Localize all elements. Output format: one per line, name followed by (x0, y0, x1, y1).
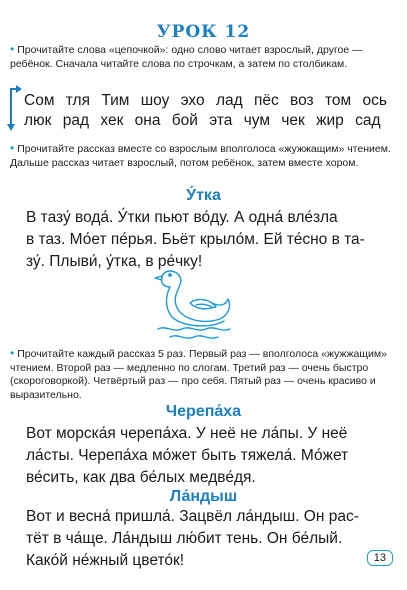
word: чум (243, 112, 271, 129)
story-title-duck: У́тка (186, 187, 221, 204)
story-title-lily: Ла́ндыш (169, 488, 238, 505)
word: том (324, 92, 352, 109)
story-lily (26, 506, 396, 572)
story-line: Како́й не́жный цвето́к! (26, 552, 185, 569)
word: чек (281, 112, 305, 129)
word: эта (209, 112, 233, 129)
story-line: В тазу́ вода́. У́тки пьют во́ду. А одна́ вле́зла (26, 209, 338, 226)
word: шоу (140, 92, 170, 109)
word: Тим (101, 92, 130, 109)
word: тля (65, 92, 90, 109)
word: бой (171, 112, 198, 129)
bullet-icon: • (10, 141, 15, 155)
arrow-right-head (16, 85, 22, 93)
bullet-icon: • (10, 346, 15, 360)
word: ось (362, 92, 387, 109)
story-line: ла́сты. Черепа́ха мо́жет быть тяжела́. Мо́жет (26, 447, 349, 464)
lesson-title: УРОК 12 (156, 22, 251, 42)
instruction-3 (10, 347, 392, 402)
story-line: зу́. Плыви́, у́тка, в ре́чку! (26, 253, 203, 270)
story-line: Вот морска́я черепа́ха. У неё не ла́пы. У неё (26, 425, 348, 442)
story-title-turtle: Черепа́ха (165, 403, 242, 420)
duck-icon (150, 263, 242, 345)
word: сад (355, 112, 381, 129)
word: жир (316, 112, 344, 129)
instruction-1 (10, 43, 392, 71)
instruction-text: Прочитайте рассказ вместе со взрослым вполголоса «жужжащим» чтением. Дальше рассказ читает взрослый, потом ребёнок, затем вместе хором. (10, 143, 391, 169)
instruction-2 (10, 142, 392, 170)
word: эхо (180, 92, 205, 109)
story-line: тёт в ча́ще. Ла́ндыш лю́бит тень. Он бе́лый. (26, 530, 343, 547)
word: рад (62, 112, 90, 129)
word: пёс (253, 92, 279, 109)
word-row-1 (24, 91, 404, 111)
arrow-down-head (7, 124, 15, 131)
arrow-down-icon (10, 88, 12, 126)
instruction-text: Прочитайте каждый рассказ 5 раз. Первый раз — вполголоса «жужжащим» чтением. Второй раз — медленно по слогам. Третий раз — очень быстро (скороговоркой). Четвёртый раз — про себя. Пятый раз — очень красиво и выразительно. (10, 348, 387, 401)
page-number: 13 (367, 550, 393, 566)
instruction-text: Прочитайте слова «цепочкой»: одно слово читает взрослый, другое — ребёнок. Сначала читайте слова по строчкам, а затем по столбикам. (10, 44, 363, 70)
word: Сом (24, 92, 55, 109)
word: она (134, 112, 161, 129)
word: воз (290, 92, 314, 109)
word: лад (215, 92, 243, 109)
story-line: ве́сить, как два бе́лых медве́дя. (26, 469, 256, 486)
word-row-2 (24, 111, 404, 131)
bullet-icon: • (10, 42, 15, 56)
word: люк (24, 112, 52, 129)
story-line: Вот и весна́ пришла́. Зацвёл ла́ндыш. Он рас- (26, 508, 359, 525)
word: хек (100, 112, 124, 129)
story-turtle (26, 423, 396, 489)
story-line: в таз. Мо́ет пе́рья. Бьёт крыло́м. Ей те́сно в та- (26, 231, 365, 248)
